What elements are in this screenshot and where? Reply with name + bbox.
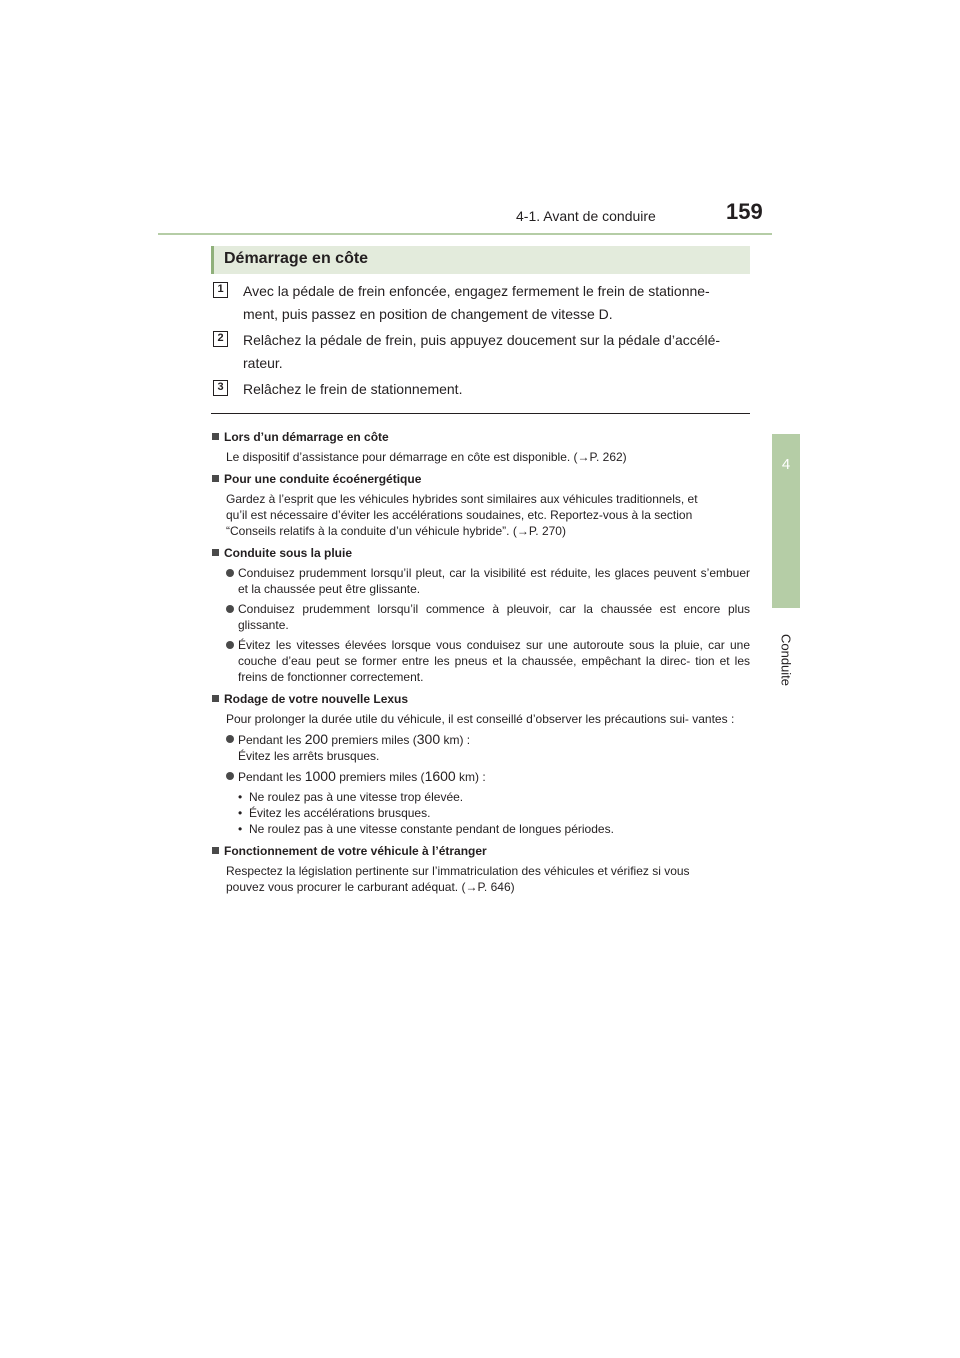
step-3-line-1: Relâchez le frein de stationnement. — [243, 381, 463, 397]
chapter-label-text: Conduite — [778, 633, 794, 687]
note-text-abroad — [226, 863, 750, 895]
abroad-line-2: pouvez vous procurer le carburant adéquat. (→P. 646) — [226, 880, 515, 894]
eco-line-1: Gardez à l’esprit que les véhicules hybrides sont similaires aux véhicules traditionnels, et — [226, 492, 698, 506]
b1-miles: 200 — [304, 731, 329, 747]
step-number-1: 1 — [213, 282, 228, 298]
notes-block — [211, 424, 750, 895]
chapter-label — [772, 615, 800, 705]
header-divider — [158, 233, 772, 235]
b2-pre: Pendant les — [238, 770, 305, 784]
chapter-section-title: 4-1. Avant de conduire — [516, 208, 656, 224]
step-number-3: 3 — [213, 380, 228, 396]
step-text-1 — [243, 280, 751, 326]
break-in-sub-3: • Ne roulez pas à une vitesse constante pendant de longues périodes. — [238, 821, 750, 837]
note-text-eco-driving — [226, 491, 750, 539]
step-text-2 — [243, 329, 751, 375]
step-2-line-2: rateur. — [243, 355, 283, 371]
step-1-line-2: ment, puis passez en position de changement de vitesse D. — [243, 306, 613, 322]
b2-mid: premiers miles ( — [335, 770, 425, 784]
b2-km: 1600 — [424, 768, 456, 784]
step-number-2: 2 — [213, 331, 228, 347]
note-heading-break-in: Rodage de votre nouvelle Lexus — [211, 691, 750, 707]
page-number: 159 — [726, 199, 763, 224]
b2-post: km) : — [455, 770, 486, 784]
section-separator — [211, 413, 750, 414]
b2-miles: 1000 — [304, 768, 336, 784]
break-in-bullet-1-line-1 — [238, 731, 750, 748]
rain-bullet-3: Évitez les vitesses élevées lorsque vous conduisez sur une autoroute sous la pluie, car une couche d’eau peut se former entre les pneus et la chaussée, empêchant la direc- tion et les freins de fonctionner correctement. — [226, 637, 750, 685]
chapter-number: 4 — [781, 456, 791, 473]
note-heading-eco-driving: Pour une conduite écoénergétique — [211, 471, 750, 487]
step-text-3 — [243, 378, 751, 401]
break-in-bullet-1-line-2: Évitez les arrêts brusques. — [238, 749, 380, 763]
note-text-hill-start: Le dispositif d’assistance pour démarrage en côte est disponible. (→P. 262) — [226, 450, 627, 464]
b1-pre: Pendant les — [238, 733, 305, 747]
b1-mid: premiers miles ( — [328, 733, 417, 747]
step-1-line-1: Avec la pédale de frein enfoncée, engagez fermement le frein de stationne- — [243, 283, 710, 299]
break-in-bullet-1 — [226, 731, 750, 764]
b1-km: 300 — [416, 731, 441, 747]
abroad-line-1: Respectez la législation pertinente sur l’immatriculation des véhicules et vérifiez si vous — [226, 864, 690, 878]
b1-post: km) : — [440, 733, 471, 747]
break-in-bullet-2 — [226, 768, 750, 785]
step-2-line-1: Relâchez la pédale de frein, puis appuyez doucement sur la pédale d’accélé- — [243, 332, 721, 348]
eco-line-3: “Conseils relatifs à la conduite d’un véhicule hybride”. (→P. 270) — [226, 524, 566, 538]
section-title: Démarrage en côte — [224, 250, 369, 267]
section-title-bar — [211, 246, 750, 274]
eco-line-2: qu’il est nécessaire d’éviter les accélérations soudaines, etc. Reportez-vous à la section — [226, 508, 693, 522]
break-in-sub-2: • Évitez les accélérations brusques. — [238, 805, 750, 821]
rain-bullet-1: Conduisez prudemment lorsqu’il pleut, car la visibilité est réduite, les glaces peuvent s’embuer et la chaussée peut être glissante. — [226, 565, 750, 597]
note-heading-hill-start: Lors d’un démarrage en côte — [211, 429, 750, 445]
note-heading-rain: Conduite sous la pluie — [211, 545, 750, 561]
break-in-intro: Pour prolonger la durée utile du véhicule, il est conseillé d’observer les précautions sui- vantes : — [226, 712, 735, 726]
break-in-sub-1: • Ne roulez pas à une vitesse trop élevée. — [238, 789, 750, 805]
rain-bullet-2: Conduisez prudemment lorsqu’il commence à pleuvoir, car la chaussée est encore plus glissante. — [226, 601, 750, 633]
note-heading-abroad: Fonctionnement de votre véhicule à l’étranger — [211, 843, 750, 859]
